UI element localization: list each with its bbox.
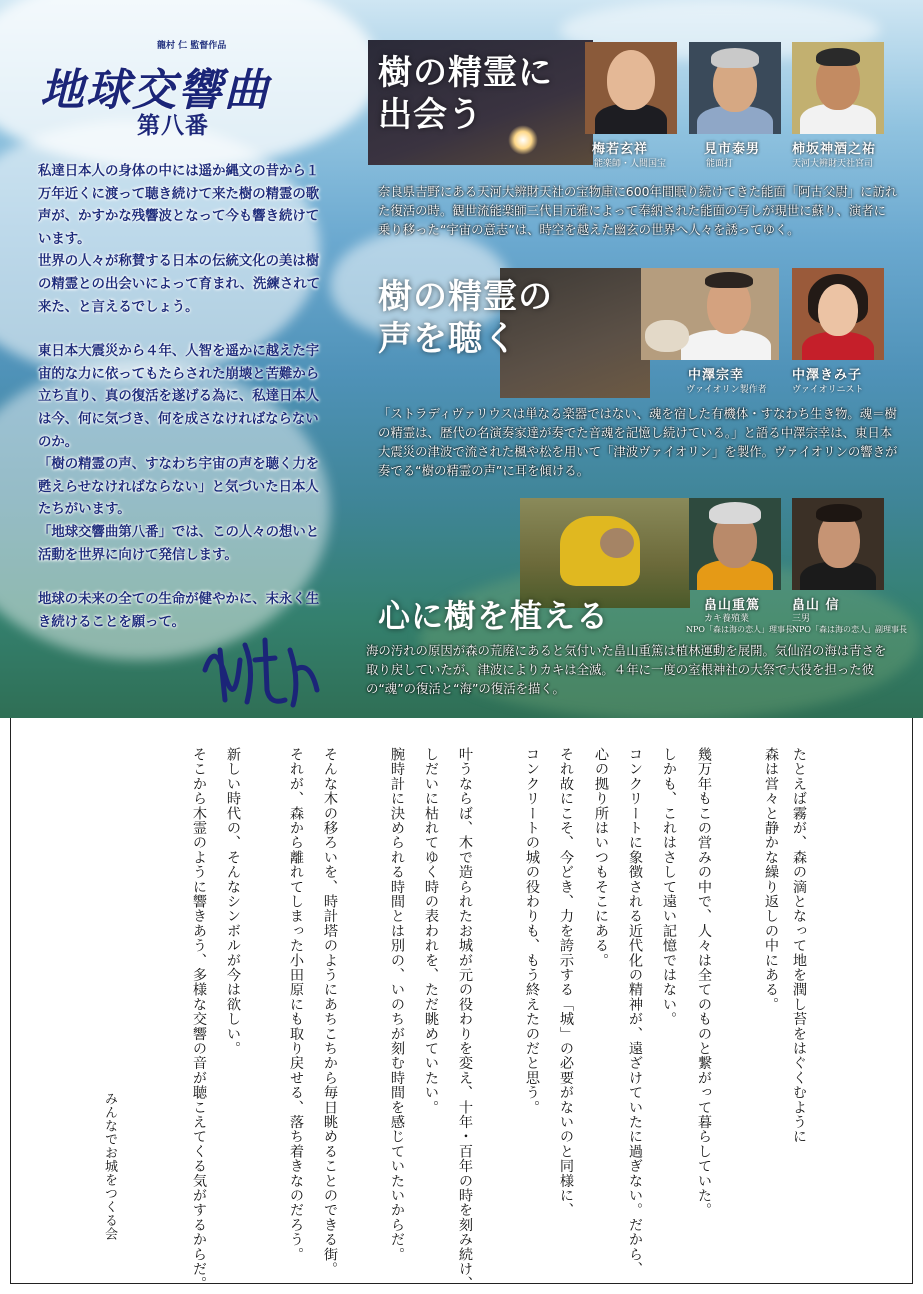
portrait-hatakeyama-shigeatsu bbox=[689, 498, 781, 590]
person-name: 中澤宗幸 bbox=[688, 368, 745, 383]
essay-line: それ故にこそ、今どき、力を誇示する「城」の必要がないのと同様に、 bbox=[558, 747, 574, 1218]
director-signature bbox=[195, 630, 325, 710]
essay-line: たとえば霧が、森の滴となって地を潤し苔をはぐくむように bbox=[791, 747, 807, 1144]
intro-paragraph: 「樹の精霊の声、すなわち宇宙の声を聴く力を甦えらせなければならない」と気づいた日本人たちがいます。 bbox=[38, 456, 320, 518]
intro-paragraph: 東日本大震災から４年、人智を遥かに越えた宇宙的な力に依ってもたらされた崩壊と苦難から立ち直り、真の復活を遂げる為に、私達日本人は今、何に気づき、何を成さなければならないのか。 bbox=[38, 343, 320, 450]
person-name: 柿坂神酒之祐 bbox=[792, 142, 877, 157]
person-role: 能楽師・人間国宝 bbox=[594, 159, 667, 169]
essay-line: 心の拠り所はいつもそこにある。 bbox=[593, 747, 609, 968]
heading-line: 樹の精霊の bbox=[378, 277, 553, 317]
intro-paragraph: 私達日本人の身体の中には遥か縄文の昔から１万年近くに渡って聴き続けて来た樹の精霊の歌声が、かすかな残響波となって今も響き続けています。 bbox=[38, 163, 320, 247]
essay-line: そんな木の移ろいを、時計塔のようにあちこちから毎日眺めることのできる街。 bbox=[322, 747, 338, 1277]
portrait-kakisaka bbox=[792, 42, 884, 134]
portrait-miichi bbox=[689, 42, 781, 134]
essay-line: それが、森から離れてしまった小田原にも取り戻せる、落ち着きなのだろう。 bbox=[288, 747, 304, 1262]
person-name: 畠山重篤 bbox=[704, 598, 761, 613]
person-role: 三男 bbox=[792, 614, 811, 624]
intro-paragraph: 「地球交響曲第八番」では、この人々の想いと活動を世界に向けて発信します。 bbox=[38, 523, 320, 563]
director-credit: 龍村 仁 監督作品 bbox=[157, 41, 227, 51]
person-name: 中澤きみ子 bbox=[792, 368, 863, 383]
essay-line: 新しい時代の、そんなシンボルが今は欲しい。 bbox=[225, 747, 241, 1056]
person-name: 梅若玄祥 bbox=[592, 142, 649, 157]
essay-line: コンクリートの城の役わりも、もう終えたのだと思う。 bbox=[524, 747, 540, 1115]
person-name: 見市泰男 bbox=[704, 142, 761, 157]
person-role: NPO「森は海の恋人」副理事長 bbox=[792, 625, 907, 634]
paragraph-gap bbox=[38, 566, 328, 588]
planting-scene bbox=[520, 498, 690, 608]
essay-line: 腕時計に決められる時間とは別の、いのちが刻む時間を感じていたいからだ。 bbox=[389, 747, 405, 1262]
heading-line: 出会う bbox=[378, 95, 483, 135]
film-subtitle: 第八番 bbox=[137, 112, 209, 139]
intro-paragraph: 世界の人々が称賛する日本の伝統文化の美は樹の精霊との出会いによって育まれ、洗練されて来た、と言えるでしょう。 bbox=[38, 253, 321, 315]
section-heading bbox=[378, 52, 553, 136]
portrait-umewaka bbox=[585, 42, 677, 134]
person-role: 能面打 bbox=[706, 159, 734, 169]
person-role: NPO「森は海の恋人」理事長 bbox=[686, 625, 793, 634]
portrait-nakazawa-muneyuki bbox=[641, 268, 779, 360]
essay-line: しかも、これはさして遠い記憶ではない。 bbox=[661, 747, 677, 1027]
essay-line: 幾万年もこの営みの中で、人々は全てのものと繋がって暮らしていた。 bbox=[696, 747, 712, 1218]
section-heading: 心に樹を植える bbox=[378, 597, 610, 635]
person-role: ヴァイオリン製作者 bbox=[686, 385, 767, 395]
paragraph-gap bbox=[38, 318, 328, 340]
essay-line: 叶うならば、木で造られたお城が元の役わりを変え、十年・百年の時を刻み続け、 bbox=[457, 747, 473, 1291]
person-role: ヴァイオリニスト bbox=[792, 385, 864, 395]
section-description: 海の汚れの原因が森の荒廃にあると気付いた畠山重篤は植林運動を展開。気仙沼の海は青さを取り戻していたが、津波によりカキは全滅。４年に一度の室根神社の大祭で大役を担った彼の“魂”の復活と“海”の復活を描く。 bbox=[366, 643, 887, 696]
essay-signature: みんなでお城をつくる会 bbox=[102, 1092, 117, 1241]
essay-line: 森は営々と静かな繰り返しの中にある。 bbox=[763, 747, 779, 1012]
essay-line: しだいに枯れてゆく時の表われを、ただ眺めていたい。 bbox=[423, 747, 439, 1115]
film-title: 地球交響曲 bbox=[40, 65, 270, 116]
heading-line: 樹の精霊に bbox=[378, 53, 553, 93]
portrait-nakazawa-kimiko bbox=[792, 268, 884, 360]
person-name: 畠山 信 bbox=[792, 598, 840, 613]
intro-paragraph: 地球の未来の全ての生命が健やかに、末永く生き続けることを願って。 bbox=[38, 591, 320, 630]
essay-line: コンクリートに象徴される近代化の精神が、遠ざけていたに過ぎない。だから、 bbox=[627, 747, 643, 1277]
intro-text bbox=[38, 160, 328, 633]
section-description: 「ストラディヴァリウスは単なる楽器ではない、魂を宿した有機体・すなわち生き物。魂＝樹の精霊は、歴代の名演奏家達が奏でた音魂を記憶し続けている。」と語る中澤宗幸は、東日本大震災の津波で流された楓や松を用いて「津波ヴァイオリン」を製作。ヴァイオリンの響きが奏でる“樹の精霊の声”に耳を傾ける。 bbox=[378, 406, 898, 478]
section-description: 奈良県吉野にある天河大辨財天社の宝物庫に600年間眠り続けてきた能面「阿古父尉」に訪れた復活の時。観世流能楽師三代目元雅によって奉納された能面の写しが現世に蘇り、演者に乗り移った“宇宙の意志”は、時空を越えた幽玄の世界へ人々を誘ってゆく。 bbox=[378, 184, 898, 237]
heading-line: 声を聴く bbox=[378, 319, 518, 359]
person-role: 天河大辨財天社宮司 bbox=[792, 159, 874, 169]
person-role: カキ養殖業 bbox=[704, 614, 750, 624]
section-heading bbox=[378, 276, 553, 360]
essay-line: そこから木霊のように響きあう、多様な交響の音が聴こえてくる気がするからだ。 bbox=[191, 747, 207, 1291]
portrait-hatakeyama-makoto bbox=[792, 498, 884, 590]
